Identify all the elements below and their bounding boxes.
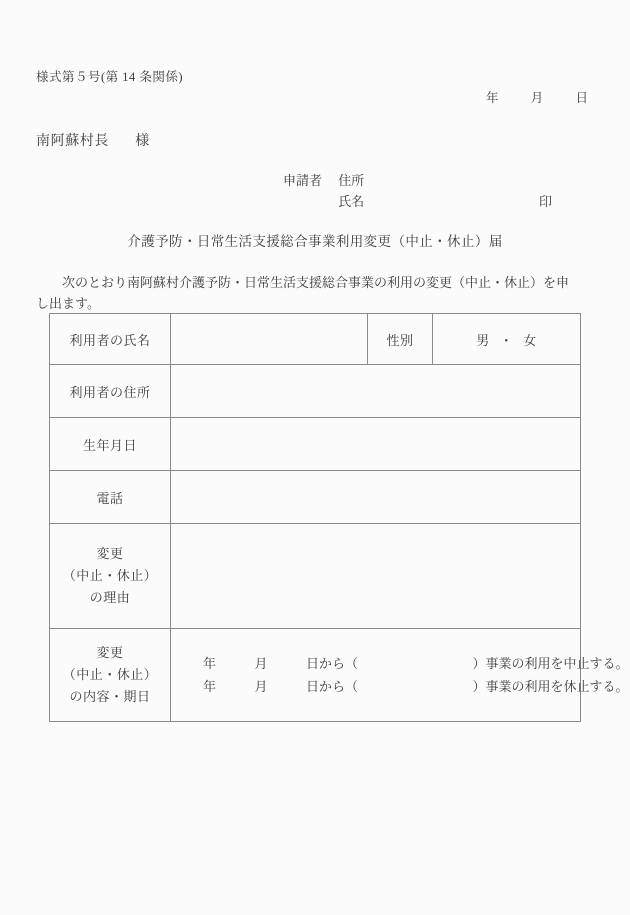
table-row <box>50 629 581 722</box>
change-detail-label-line-2: （中止・休止） <box>62 667 158 682</box>
table-row <box>50 471 581 524</box>
row-label-user-address: 利用者の住所 <box>50 365 171 418</box>
change-detail-label-line-1: 変更 <box>96 645 124 660</box>
change-reason-label-line-3: の理由 <box>89 590 131 605</box>
pause-year-label: 年 <box>203 679 217 694</box>
field-user-name[interactable] <box>171 314 368 365</box>
change-detail-label-line-3: の内容・期日 <box>69 689 151 704</box>
table-row <box>50 314 581 365</box>
row-label-change-detail <box>50 629 171 722</box>
applicant-name-row <box>283 191 553 212</box>
field-user-address[interactable] <box>171 365 581 418</box>
change-reason-label-line-2: （中止・休止） <box>62 568 158 583</box>
body-line-2: し出ます。 <box>36 296 100 311</box>
addressee-honorific: 様 <box>135 134 150 149</box>
pause-close-label: ）事業の利用を休止する。 <box>472 679 629 694</box>
applicant-name-label: 氏名 <box>338 194 365 209</box>
table-row <box>50 524 581 629</box>
body-line-1: 次のとおり南阿蘇村介護予防・日常生活支援総合事業の利用の変更（中止・休止）を申 <box>62 275 570 290</box>
field-sex-options[interactable] <box>433 314 581 365</box>
row-label-telephone: 電話 <box>50 471 171 524</box>
field-change-reason[interactable] <box>171 524 581 629</box>
body-paragraph <box>36 272 594 314</box>
row-label-change-reason <box>50 524 171 629</box>
page-title: 介護予防・日常生活支援総合事業利用変更（中止・休止）届 <box>127 234 503 249</box>
addressee-name: 南阿蘇村長 <box>36 134 109 149</box>
addressee <box>36 130 150 150</box>
field-birth-date[interactable] <box>171 418 581 471</box>
applicant-address-label: 住所 <box>338 173 365 188</box>
suspend-month-label: 月 <box>254 656 268 671</box>
date-month-label: 月 <box>530 91 544 105</box>
suspend-year-label: 年 <box>203 656 217 671</box>
table-row <box>50 418 581 471</box>
change-reason-label-line-1: 変更 <box>96 546 124 561</box>
form-table <box>49 313 629 722</box>
date-day-label: 日 <box>575 91 589 105</box>
field-telephone[interactable] <box>171 471 581 524</box>
table-row <box>50 365 581 418</box>
change-detail-line-pause[interactable] <box>171 675 629 698</box>
pause-month-label: 月 <box>254 679 268 694</box>
field-change-detail[interactable] <box>171 629 629 722</box>
form-number: 様式第５号(第 14 条関係) <box>36 70 184 84</box>
row-label-birth-date: 生年月日 <box>50 418 171 471</box>
suspend-from-label: 日から（ <box>306 656 359 671</box>
applicant-label: 申請者 <box>283 173 323 188</box>
date-year-label: 年 <box>486 91 499 105</box>
sex-option-male[interactable]: 男 <box>476 332 490 348</box>
row-label-sex: 性別 <box>368 314 433 365</box>
suspend-close-label: ）事業の利用を中止する。 <box>472 656 629 671</box>
sex-option-female[interactable]: 女 <box>523 332 537 348</box>
change-detail-line-suspend[interactable] <box>171 652 629 675</box>
row-label-user-name: 利用者の氏名 <box>50 314 171 365</box>
date-line <box>486 88 588 106</box>
pause-from-label: 日から（ <box>306 679 359 694</box>
applicant-address-row <box>283 170 364 191</box>
sex-separator: ・ <box>499 332 514 348</box>
seal-mark: 印 <box>539 194 553 209</box>
applicant-block <box>283 170 553 212</box>
